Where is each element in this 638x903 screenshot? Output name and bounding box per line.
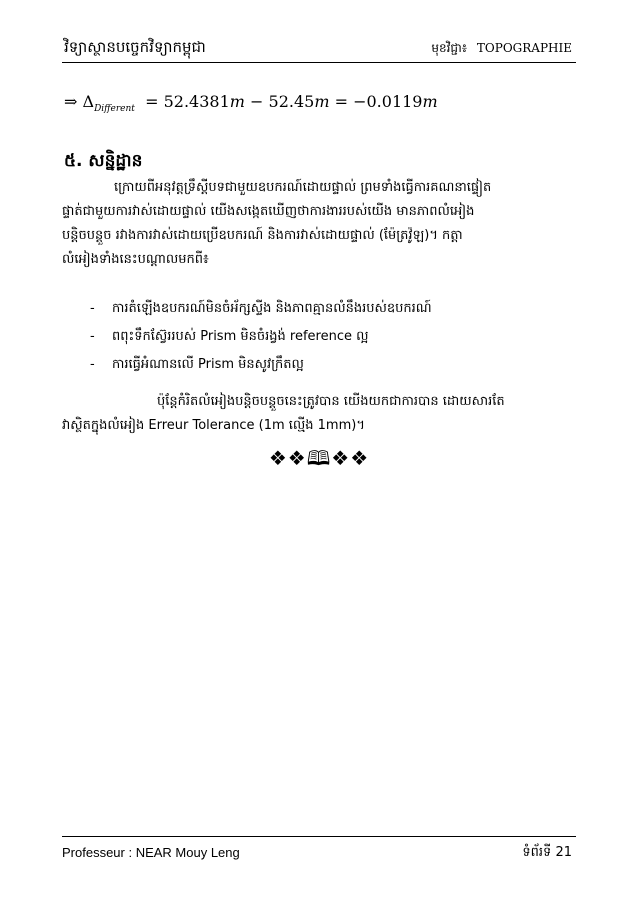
implies-symbol: ⇒	[64, 92, 78, 111]
list-item: - ពពុះទឹកស្វ៊ែររបស់ Prism មិនចំរង្វង់ reference ល្អ	[90, 329, 369, 344]
list-item: - ការធ្វើអំណានលើ Prism មិនសូវក្រឹតល្អ	[90, 357, 304, 372]
conclusion-paragraph	[62, 176, 577, 272]
institute-name: វិទ្យាស្ថានបច្ចេកវិទ្យាកម្ពុជា	[64, 38, 206, 56]
ornament-divider: ❖❖🕮❖❖	[268, 446, 370, 470]
closing-line: វាស្ថិតក្នុងលំអៀង Erreur Tolerance (1m ល្មើង 1mm)។	[62, 418, 365, 433]
page-number-block	[522, 844, 572, 863]
list-item-text: ការធ្វើអំណានលើ Prism មិនសូវក្រឹតល្អ	[112, 357, 304, 372]
minus-sign: −	[250, 92, 264, 111]
closing-line: ប៉ុន្តែកំរិតលំអៀងបន្តិចបន្តួចនេះត្រូវបាន យើងយកជាការបាន ដោយសារតែ	[157, 394, 505, 409]
subject-name: TOPOGRAPHIE	[476, 41, 572, 55]
page-footer	[62, 836, 576, 863]
paragraph-line: បន្តិចបន្តួច រវាងការវាស់ដោយប្រើឧបករណ៍ និងការវាស់ដោយផ្ទាល់ (ម៉ែត្រវ៉ូឡ)។ កត្តា	[62, 228, 463, 243]
subject-label: មុខវិជ្ជា៖	[431, 41, 468, 55]
paragraph-line: ផ្ទាត់ជាមួយការវាស់ដោយផ្ទាល់ យើងសង្កេតឃើញថាការងាររបស់យើង មានភាពលំអៀង	[62, 204, 475, 219]
difference-formula	[64, 92, 438, 114]
value-2: 52.45	[268, 92, 315, 111]
section-heading: ៥. សន្និដ្ឋាន	[64, 151, 143, 171]
list-item-text: ពពុះទឹកស្វ៊ែររបស់ Prism មិនចំរង្វង់ reference ល្អ	[112, 329, 369, 344]
value-1: 52.4381	[163, 92, 230, 111]
unit-2: m	[314, 92, 330, 111]
unit-3: m	[422, 92, 438, 111]
closing-paragraph	[62, 390, 577, 438]
page-label: ទំព័រទី	[522, 845, 552, 860]
list-item: - ការតំឡើងឧបករណ៍មិនចំអ័ក្សស្ទីង និងភាពគ្មានលំនឹងរបស់ឧបករណ៍	[90, 301, 432, 316]
equals-sign: =	[145, 92, 159, 111]
subject-info	[431, 40, 572, 58]
delta-subscript: Different	[94, 104, 135, 115]
paragraph-line: លំអៀងទាំងនេះបណ្តាលមកពី៖	[62, 252, 209, 267]
result-value: −0.0119	[353, 92, 423, 111]
page-header	[62, 36, 576, 63]
professor-name: Professeur : NEAR Mouy Leng	[62, 845, 240, 860]
equals-sign-2: =	[334, 92, 348, 111]
error-causes-list	[90, 300, 570, 384]
paragraph-line: ក្រោយពីអនុវត្តទ្រឹស្តីបទជាមួយឧបករណ៍ដោយផ្ទាល់ ព្រមទាំងធ្វើការគណនាផ្ទៀត	[114, 180, 492, 195]
unit-1: m	[229, 92, 245, 111]
page-number: 21	[555, 845, 572, 860]
list-item-text: ការតំឡើងឧបករណ៍មិនចំអ័ក្សស្ទីង និងភាពគ្មានលំនឹងរបស់ឧបករណ៍	[112, 301, 432, 316]
delta-symbol: Δ	[82, 92, 95, 111]
